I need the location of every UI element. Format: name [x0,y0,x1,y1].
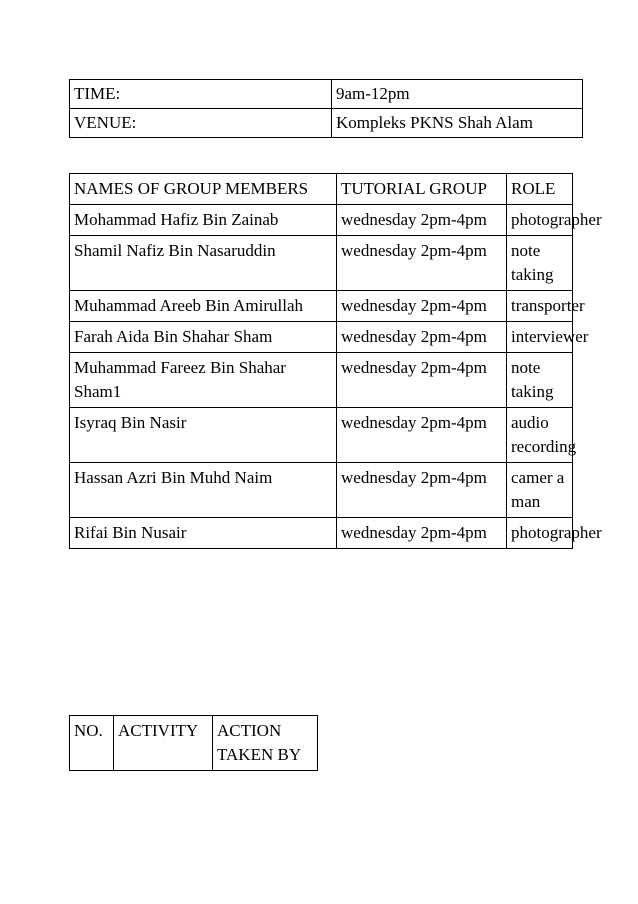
venue-row [70,109,583,138]
member-name-cell: Isyraq Bin Nasir [70,408,337,463]
tutorial-group-cell: wednesday 2pm-4pm [337,322,507,353]
tutorial-group-cell: wednesday 2pm-4pm [337,291,507,322]
member-name-cell: Shamil Nafiz Bin Nasaruddin [70,236,337,291]
tutorial-group-cell: wednesday 2pm-4pm [337,353,507,408]
table-row [70,236,573,291]
role-cell: transporter [507,291,573,322]
tutorial-group-cell: wednesday 2pm-4pm [337,518,507,549]
info-table [69,79,583,138]
role-cell: note taking [507,236,573,291]
header-activity: ACTIVITY [114,716,213,771]
role-cell: photographer [507,205,573,236]
activity-table [69,715,318,771]
role-cell: interviewer [507,322,573,353]
role-cell: camer a man [507,463,573,518]
table-row [70,205,573,236]
role-cell: photographer [507,518,573,549]
role-cell: audio recording [507,408,573,463]
member-name-cell: Mohammad Hafiz Bin Zainab [70,205,337,236]
time-row [70,80,583,109]
member-name-cell: Hassan Azri Bin Muhd Naim [70,463,337,518]
member-name-cell: Rifai Bin Nusair [70,518,337,549]
tutorial-group-cell: wednesday 2pm-4pm [337,463,507,518]
table-row [70,291,573,322]
header-tutorial-group: TUTORIAL GROUP [337,174,507,205]
header-role: ROLE [507,174,573,205]
members-body [70,205,602,549]
members-header-row [70,174,573,205]
table-row [70,463,573,518]
header-action-taken-by: ACTION TAKEN BY [213,716,318,771]
members-table [69,173,602,549]
table-row [70,518,573,549]
header-no: NO. [70,716,114,771]
header-names: NAMES OF GROUP MEMBERS [70,174,337,205]
tutorial-group-cell: wednesday 2pm-4pm [337,408,507,463]
time-label: TIME: [70,80,332,109]
member-name-cell: Muhammad Areeb Bin Amirullah [70,291,337,322]
tutorial-group-cell: wednesday 2pm-4pm [337,205,507,236]
time-value: 9am-12pm [332,80,583,109]
tutorial-group-cell: wednesday 2pm-4pm [337,236,507,291]
venue-value: Kompleks PKNS Shah Alam [332,109,583,138]
member-name-cell: Farah Aida Bin Shahar Sham [70,322,337,353]
table-row [70,322,573,353]
activity-header-row [70,716,318,771]
role-cell: note taking [507,353,573,408]
table-row [70,408,573,463]
venue-label: VENUE: [70,109,332,138]
table-row [70,353,573,408]
member-name-cell: Muhammad Fareez Bin Shahar Sham1 [70,353,337,408]
